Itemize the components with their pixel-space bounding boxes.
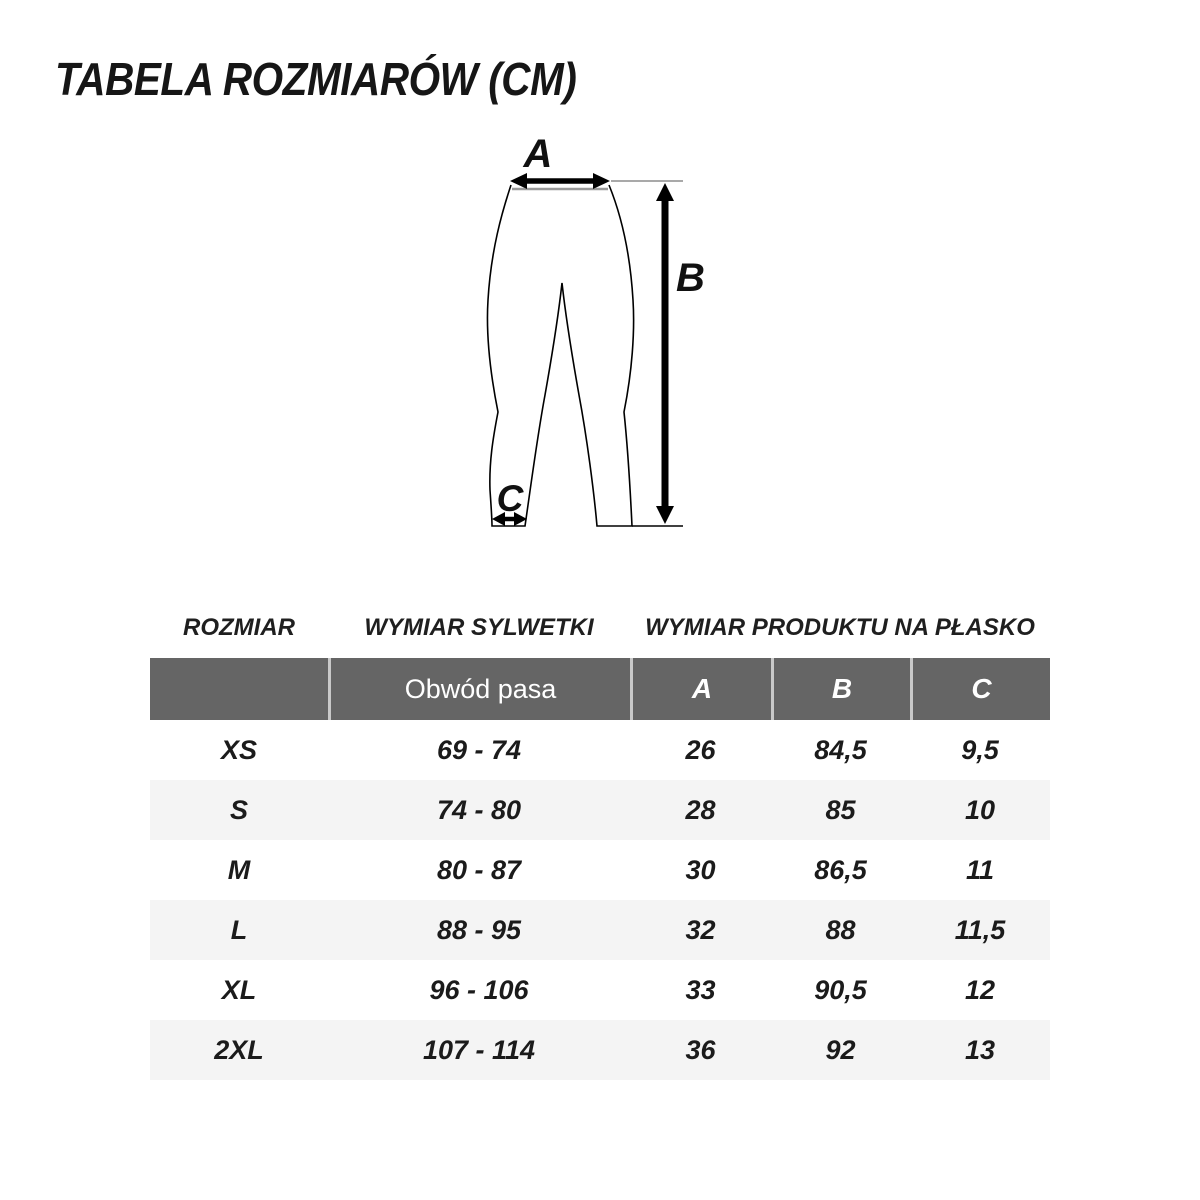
table-row-2xl	[150, 1020, 1050, 1080]
size-label: L	[230, 914, 248, 945]
measure-a-label: A	[523, 132, 553, 176]
header-cell-a: A	[630, 658, 771, 720]
table-row-xs	[150, 720, 1050, 780]
value-c: 12	[964, 974, 996, 1005]
table-header-row	[150, 658, 1050, 720]
value-c: 9,5	[961, 734, 999, 765]
header-cell-b: B	[771, 658, 910, 720]
waist-range: 74 - 80	[436, 794, 522, 825]
value-a: 28	[685, 794, 716, 825]
value-a: 36	[685, 1034, 716, 1065]
header-cell-waist: Obwód pasa	[328, 658, 630, 720]
value-b: 90,5	[814, 974, 867, 1005]
group-header-size: ROZMIAR	[183, 614, 295, 641]
value-b: 88	[825, 914, 856, 945]
table-row-m	[150, 840, 1050, 900]
size-label: XS	[220, 734, 258, 765]
value-c: 11	[965, 854, 995, 885]
waist-range: 96 - 106	[429, 974, 529, 1005]
waist-range: 88 - 95	[436, 914, 522, 945]
table-row-xl	[150, 960, 1050, 1020]
value-c: 10	[964, 794, 996, 825]
measure-c-label: C	[496, 478, 524, 519]
waist-range: 107 - 114	[422, 1034, 536, 1065]
value-a: 32	[685, 914, 716, 945]
table-group-header-row	[150, 610, 1050, 646]
size-label: M	[227, 854, 251, 885]
waist-range: 69 - 74	[436, 734, 522, 765]
header-cell-c: C	[910, 658, 1050, 720]
value-c: 11,5	[954, 914, 1006, 945]
measure-b-label: B	[676, 256, 705, 300]
value-c: 13	[964, 1034, 996, 1065]
value-b: 84,5	[814, 734, 867, 765]
value-b: 92	[825, 1034, 856, 1065]
value-a: 30	[685, 854, 716, 885]
value-a: 33	[685, 974, 716, 1005]
waist-range: 80 - 87	[436, 854, 522, 885]
value-a: 26	[685, 734, 716, 765]
size-table	[150, 610, 1050, 1080]
size-label: 2XL	[214, 1034, 264, 1065]
group-header-body-measure: WYMIAR SYLWETKI	[364, 614, 594, 641]
header-cell-empty	[150, 658, 328, 720]
value-b: 86,5	[814, 854, 867, 885]
size-label: S	[229, 794, 248, 825]
table-row-l	[150, 900, 1050, 960]
value-b: 85	[825, 794, 856, 825]
table-row-s	[150, 780, 1050, 840]
group-header-product-measure: WYMIAR PRODUKTU NA PŁASKO	[645, 614, 1035, 641]
page-title: TABELA ROZMIARÓW (CM)	[55, 53, 577, 105]
measure-b-arrow	[656, 183, 674, 524]
size-label: XL	[221, 974, 257, 1005]
leggings-outline	[487, 185, 633, 526]
